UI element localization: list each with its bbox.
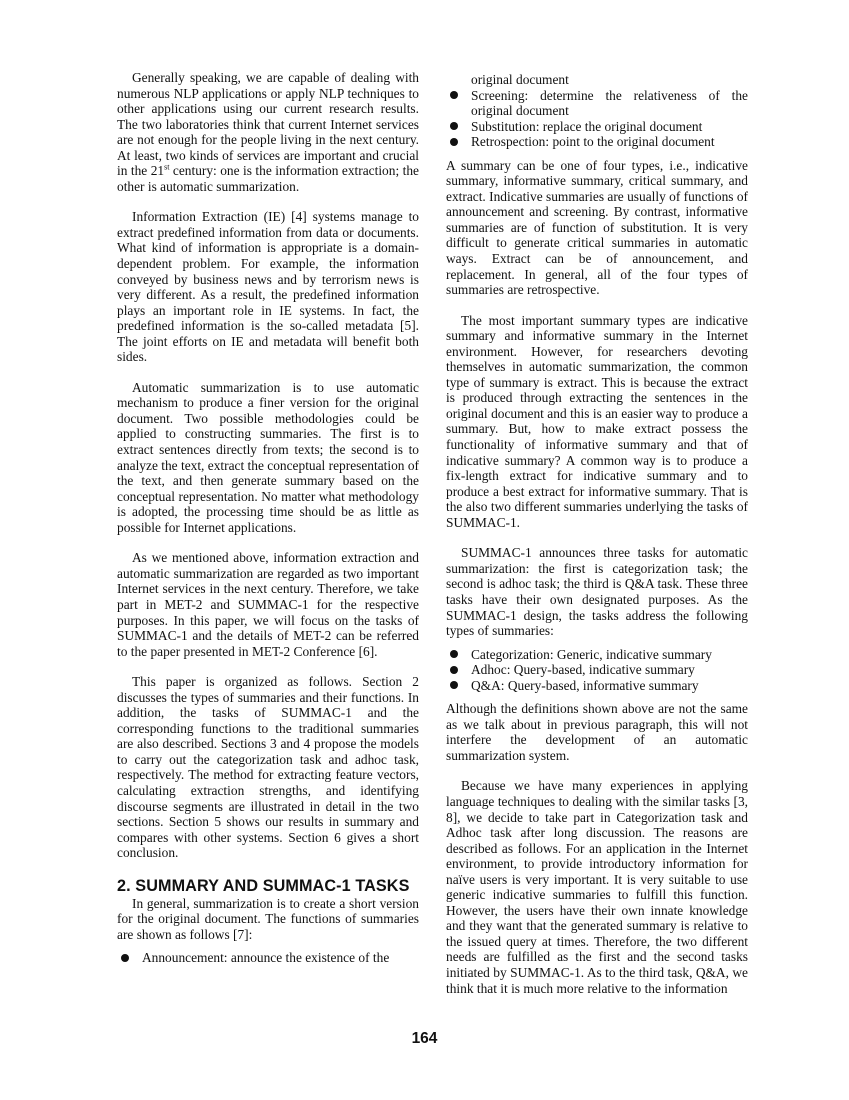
paragraph: In general, summarization is to create a short version for the original document. The functions of summaries are shown as follows [7]: bbox=[117, 895, 419, 942]
list-item-text: Substitution: replace the original document bbox=[471, 118, 703, 134]
list-item bbox=[446, 134, 748, 150]
bullet-icon bbox=[450, 138, 458, 146]
bullet-list bbox=[117, 950, 419, 966]
bullet-list bbox=[446, 88, 748, 150]
paragraph: The most important summary types are indicative summary and informative summary in the Internet environment. However, for researchers devoting themselves in automatic summarization, the common type of summary is extract. This is because the extract is produced through extracting the sentences in the original document and this is an easier way to produce a summary. But, how to make extract possess the functionality of informative summary and that of indicative summary? A common way is to produce a fix-length extract for indicative summary and to produce a best extract for informative summary. That is the also two different summaries underlying the tasks of SUMMAC-1. bbox=[446, 312, 748, 530]
list-item-text: Screening: determine the relativeness of the original document bbox=[471, 87, 748, 119]
list-item-text: Adhoc: Query-based, indicative summary bbox=[471, 662, 695, 678]
paragraph: This paper is organized as follows. Section 2 discusses the types of summaries and their functions. In addition, the tasks of SUMMAC-1 and the corresponding functions to the traditional summaries are also described. Sections 3 and 4 propose the models to carry out the categorization task and adhoc task, respectively. The method for extracting feature vectors, calculating extraction strengths, and identifying discourse segments are illustrated in detail in the two sections. Section 5 shows our results in summary and compares with other systems. Section 6 gives a short conclusion. bbox=[117, 674, 419, 861]
paragraph: Information Extraction (IE) [4] systems manage to extract predefined information from data or documents. What kind of information is appropriate is a domain-dependent problem. For example, the information conveyed by business news and by terrorism news is very different. As a result, the predefined information plays an important role in IE systems. In fact, the predefined information is the so-called metadata [5]. The joint efforts on IE and metadata will benefit both sides. bbox=[117, 209, 419, 365]
superscript: st bbox=[164, 162, 170, 172]
paragraph bbox=[117, 70, 419, 194]
bullet-icon bbox=[121, 954, 129, 962]
bullet-icon bbox=[450, 122, 458, 130]
left-column bbox=[117, 70, 419, 966]
bullet-icon bbox=[450, 666, 458, 674]
list-item-text: Retrospection: point to the original document bbox=[471, 134, 715, 150]
paragraph: SUMMAC-1 announces three tasks for automatic summarization: the first is categorization task; the second is adhoc task; the third is Q&A task. These three tasks have their own designated purposes. As the SUMMAC-1 design, the tasks address the following types of summaries: bbox=[446, 545, 748, 639]
section-heading: 2. SUMMARY AND SUMMAC-1 TASKS bbox=[117, 876, 410, 895]
list-item bbox=[446, 119, 748, 135]
list-item-text: Announcement: announce the existence of the bbox=[142, 950, 390, 966]
paragraph: A summary can be one of four types, i.e., indicative summary, informative summary, critical summary, and extract. Indicative summaries are usually of functions of announcement and screening. By contrast, informative summaries are of function of substitution. It is very difficult to generate critical summaries in automatic ways. Extract can be of announcement, and replacement. In general, all of the four types of summaries are retrospective. bbox=[446, 157, 748, 298]
list-item-text: Q&A: Query-based, informative summary bbox=[471, 677, 699, 693]
list-item bbox=[117, 950, 419, 966]
paragraph: As we mentioned above, information extraction and automatic summarization are regarded as two important Internet services in the next century. Therefore, we take part in MET-2 and SUMMAC-1 for the respective purposes. In this paper, we will focus on the tasks of SUMMAC-1 and the details of MET-2 can be referred to the paper presented in MET-2 Conference [6]. bbox=[117, 550, 419, 659]
bullet-icon bbox=[450, 650, 458, 658]
paragraph: Because we have many experiences in applying language techniques to dealing with the similar tasks [3, 8], we decide to take part in Categorization task and Adhoc task after long discussion. The reasons are described as follows. For an application in the Internet environment, to provide introductory information for naïve users is very important. It is very suitable to use generic indicative summaries to fulfill this function. However, the users have their own innate knowledge and they want that the generated summary is relative to the issued query at times. Therefore, the two different needs are fulfilled as the first and the second tasks initiated by SUMMAC-1. As to the third task, Q&A, we think that it is much more relative to the information bbox=[446, 778, 748, 996]
right-column bbox=[446, 72, 748, 996]
page-number: 164 bbox=[411, 1030, 438, 1047]
list-item bbox=[446, 88, 748, 119]
list-item bbox=[446, 662, 748, 678]
list-item bbox=[446, 647, 748, 663]
paragraph-text: Generally speaking, we are capable of dealing with numerous NLP applications or apply NLP techniques to other applications using our current research results. The two laboratories think that current Internet services are not enough for the people living in the next century. At least, two kinds of services are important and crucial in the 21 bbox=[117, 70, 419, 179]
list-item-continuation: original document bbox=[471, 72, 569, 87]
bullet-list bbox=[446, 647, 748, 694]
bullet-icon bbox=[450, 91, 458, 99]
list-item-text: Categorization: Generic, indicative summary bbox=[471, 646, 712, 662]
list-item bbox=[446, 678, 748, 694]
paragraph: Although the definitions shown above are not the same as we talk about in previous paragraph, this will not interfere the development of an automatic summarization system. bbox=[446, 701, 748, 763]
paragraph-text: century: one is the information extraction; the other is automatic summarization. bbox=[117, 163, 419, 194]
paragraph: Automatic summarization is to use automatic mechanism to produce a finer version for the original document. Two possible methodologies could be applied to constructing summaries. The first is to extract sentences directly from texts; the second is to analyze the text, extract the conceptual representation of the text, and then generate summary based on the conceptual representation. No matter what methodology is adopted, the processing time should be as little as possible for Internet applications. bbox=[117, 379, 419, 535]
bullet-icon bbox=[450, 681, 458, 689]
